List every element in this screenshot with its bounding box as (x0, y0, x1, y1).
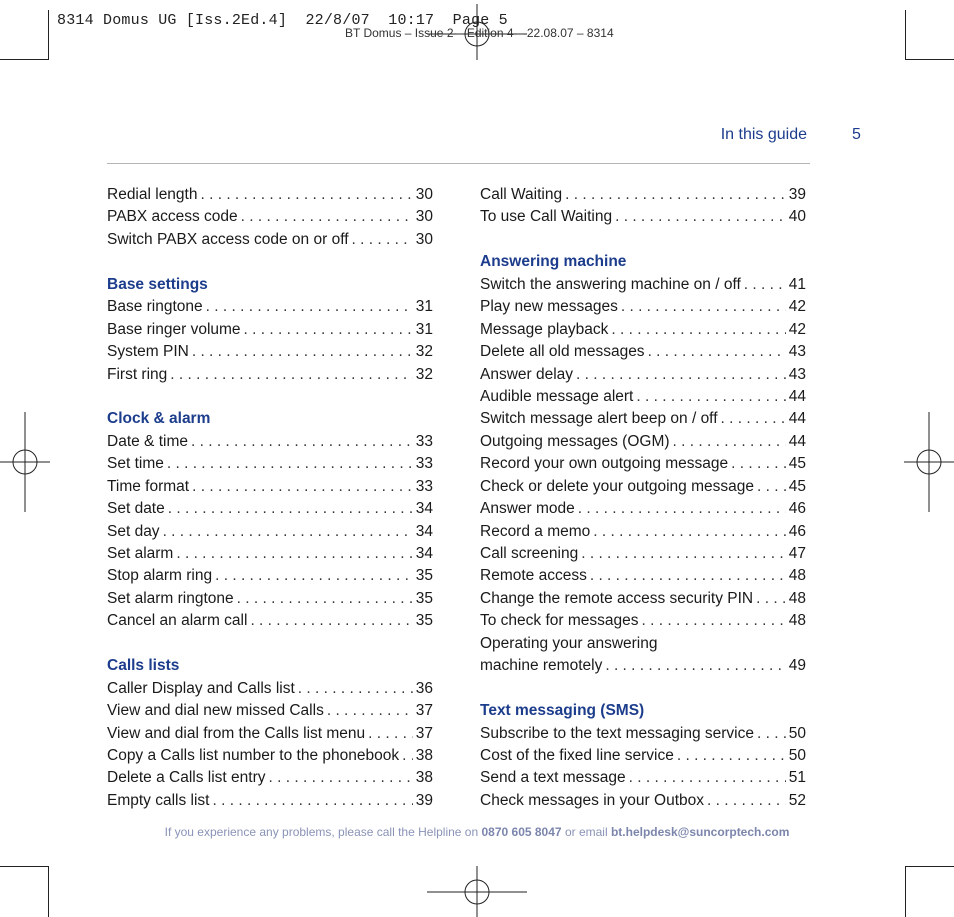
section-heading: Clock & alarm (107, 410, 211, 428)
dot-leader (731, 453, 786, 475)
toc-entry-page: 32 (415, 365, 433, 383)
toc-entry-label: Copy a Calls list number to the phonebook (107, 746, 400, 764)
dot-leader (402, 745, 413, 767)
toc-entry-label: Stop alarm ring (107, 567, 213, 585)
dot-leader (707, 790, 786, 812)
toc-entry-page: 45 (788, 455, 806, 473)
section-heading: Base settings (107, 275, 208, 293)
toc-entry-label: To use Call Waiting (480, 208, 613, 226)
toc-entry-label: Answer delay (480, 365, 574, 383)
toc-entry-page: 48 (788, 567, 806, 585)
toc-entry-label: Set time (107, 455, 164, 473)
toc-entry-label: Empty calls list (107, 791, 210, 809)
toc-entry[interactable] (480, 767, 806, 789)
dot-leader (237, 588, 413, 610)
dot-leader (565, 184, 786, 206)
helpline-phone[interactable]: 0870 605 8047 (481, 825, 562, 839)
toc-entry-label: Cancel an alarm call (107, 612, 248, 630)
toc-entry[interactable] (480, 790, 806, 812)
dot-leader (642, 610, 786, 632)
dot-leader (269, 767, 413, 789)
toc-entry-page: 43 (788, 365, 806, 383)
toc-entry[interactable] (107, 543, 433, 565)
dot-leader (757, 476, 786, 498)
crop-mark (48, 866, 49, 917)
toc-entry-label: Message playback (480, 320, 609, 338)
dot-leader (191, 431, 413, 453)
crop-mark (905, 866, 906, 917)
toc-entry-page: 44 (788, 387, 806, 405)
toc-entry[interactable] (107, 521, 433, 543)
dot-leader (163, 521, 413, 543)
dot-leader (250, 610, 412, 632)
toc-entry-label: Call screening (480, 545, 579, 562)
toc-entry[interactable] (107, 229, 433, 251)
toc-entry[interactable] (480, 565, 806, 587)
crop-mark (905, 866, 954, 867)
toc-entry-label: Check messages in your Outbox (480, 791, 704, 809)
toc-entry-label: Set day (107, 522, 160, 540)
toc-entry[interactable] (107, 767, 433, 789)
dot-leader (327, 700, 413, 722)
toc-entry[interactable] (107, 745, 433, 767)
dot-leader (213, 790, 413, 812)
toc-entry[interactable] (107, 610, 433, 632)
toc-entry-label: Audible message alert (480, 387, 634, 405)
toc-entry[interactable] (480, 206, 806, 228)
toc-entry-label: Switch message alert beep on / off (480, 410, 718, 428)
toc-entry-page: 43 (788, 343, 806, 361)
toc-entry-label: Record a memo (480, 522, 591, 540)
crop-mark (905, 10, 906, 59)
dot-leader (244, 319, 413, 341)
toc-entry-page: 37 (415, 702, 433, 720)
dot-leader (176, 543, 412, 565)
toc-entry-label: machine remotely (480, 657, 603, 675)
toc-entry-page: 35 (415, 567, 433, 585)
toc-entry-page: 48 (788, 612, 806, 630)
toc-entry[interactable] (107, 184, 433, 206)
print-slug: 8314 Domus UG [Iss.2Ed.4] 22/8/07 10:17 Page 5 (57, 12, 508, 29)
toc-entry-label: Send a text message (480, 769, 626, 787)
toc-entry[interactable] (107, 700, 433, 722)
toc-entry[interactable] (107, 588, 433, 610)
crop-mark (48, 10, 49, 59)
toc-entry[interactable] (480, 184, 806, 206)
toc-entry[interactable] (107, 476, 433, 498)
toc-entry-label: Date & time (107, 432, 188, 450)
dot-leader (756, 588, 786, 610)
toc-entry[interactable] (480, 386, 806, 408)
toc-entry-page: 52 (788, 791, 806, 809)
toc-entry-page: 32 (415, 343, 433, 361)
toc-entry-label: Change the remote access security PIN (480, 589, 754, 607)
dot-leader (615, 206, 786, 228)
toc-entry-page: 30 (415, 186, 433, 203)
toc-entry-page: 50 (788, 746, 806, 764)
toc-entry[interactable] (107, 431, 433, 453)
toc-entry[interactable] (480, 296, 806, 318)
toc-entry[interactable] (480, 364, 806, 386)
toc-entry[interactable] (480, 341, 806, 363)
toc-entry[interactable] (107, 364, 433, 386)
dot-leader (168, 498, 413, 520)
toc-entry-page: 44 (788, 410, 806, 428)
dot-leader (298, 678, 413, 700)
toc-entry[interactable] (480, 588, 806, 610)
toc-entry-page: 42 (788, 320, 806, 338)
toc-entry[interactable] (480, 453, 806, 475)
toc-entry-label: Switch the answering machine on / off (480, 275, 741, 293)
toc-entry[interactable] (480, 408, 806, 430)
toc-entry[interactable] (480, 274, 806, 296)
toc-entry-page: 38 (415, 769, 433, 787)
toc-entry-label: Set date (107, 500, 165, 518)
crop-mark (905, 59, 954, 60)
toc-entry[interactable] (480, 745, 806, 767)
toc-entry-page: 50 (788, 724, 806, 742)
dot-leader (215, 565, 413, 587)
dot-leader (352, 229, 413, 251)
toc-entry[interactable] (480, 521, 806, 543)
toc-entry[interactable] (107, 565, 433, 587)
toc-entry-label: Answer mode (480, 500, 575, 518)
dot-leader (578, 498, 786, 520)
toc-entry-page: 30 (415, 208, 433, 226)
dot-leader (744, 274, 786, 296)
toc-entry-label: Base ringtone (107, 298, 203, 316)
toc-entry-page: 41 (788, 275, 806, 293)
toc-entry[interactable] (107, 206, 433, 228)
helpline-footer (0, 825, 954, 839)
toc-entry-page: 31 (415, 320, 433, 338)
registration-mark-icon (427, 866, 527, 917)
toc-entry-page: 44 (788, 432, 806, 450)
registration-mark-icon (0, 412, 50, 512)
toc-entry-page: 42 (788, 298, 806, 316)
toc-entry-page: 35 (415, 612, 433, 630)
dot-leader (648, 341, 786, 363)
toc-entry-page: 37 (415, 724, 433, 742)
toc-entry-page: 31 (415, 298, 433, 316)
dot-leader (605, 655, 785, 677)
toc-entry-page: 40 (788, 208, 806, 226)
print-slug-overprint: BT Domus – Issue 2 – Edition 4 – 22.08.07 – 8314 (345, 26, 614, 40)
toc-entry[interactable] (480, 319, 806, 341)
toc-entry[interactable] (480, 431, 806, 453)
dot-leader (757, 723, 786, 745)
toc-entry-label: Cost of the fixed line service (480, 746, 674, 764)
dot-leader (576, 364, 786, 386)
toc-entry-label: Set alarm (107, 545, 174, 562)
toc-left-column (107, 184, 433, 812)
toc-entry-label: Outgoing messages (OGM) (480, 432, 670, 450)
dot-leader (611, 319, 785, 341)
toc-entry-page: 33 (415, 432, 433, 450)
dot-leader (636, 386, 785, 408)
toc-entry[interactable] (480, 543, 806, 565)
toc-entry-page: 36 (415, 679, 433, 697)
toc-entry-label: Delete all old messages (480, 343, 645, 361)
toc-entry-label: Play new messages (480, 298, 618, 316)
helpline-email-link[interactable]: bt.helpdesk@suncorptech.com (610, 825, 790, 839)
toc-entry-page: 34 (415, 545, 433, 562)
toc-entry-label: System PIN (107, 343, 189, 361)
toc-entry-label: Check or delete your outgoing message (480, 477, 754, 495)
toc-entry[interactable] (107, 341, 433, 363)
toc-entry-page: 38 (415, 746, 433, 764)
toc-entry-label: View and dial from the Calls list menu (107, 724, 366, 742)
toc-entry-page: 46 (788, 522, 806, 540)
dot-leader (167, 453, 413, 475)
toc-entry-label: Redial length (107, 186, 198, 203)
toc-entry-page: 47 (788, 545, 806, 562)
dot-leader (200, 184, 412, 206)
footer-middle: or email (564, 825, 608, 839)
toc-entry[interactable] (480, 610, 806, 632)
toc-entry-page: 49 (788, 657, 806, 675)
toc-entry[interactable] (107, 319, 433, 341)
toc-entry-page: 51 (788, 769, 806, 787)
toc-entry[interactable] (107, 678, 433, 700)
registration-mark-icon (904, 412, 954, 512)
running-header-title: In this guide (720, 126, 807, 143)
dot-leader (192, 341, 413, 363)
toc-entry-page: 39 (788, 186, 806, 203)
toc-entry-label: Switch PABX access code on or off (107, 230, 349, 248)
toc-entry-label: Base ringer volume (107, 320, 241, 338)
toc-entry-page: 46 (788, 500, 806, 518)
dot-leader (170, 364, 412, 386)
toc-entry-label: Call Waiting (480, 186, 563, 203)
toc-entry[interactable] (107, 498, 433, 520)
toc-entry-first-line[interactable]: Operating your answering (480, 634, 658, 652)
section-heading: Answering machine (480, 253, 627, 271)
toc-entry-page: 39 (415, 791, 433, 809)
dot-leader (590, 565, 786, 587)
header-rule (107, 163, 810, 164)
dot-leader (206, 296, 413, 318)
crop-mark (0, 59, 49, 60)
toc-entry[interactable] (107, 296, 433, 318)
toc-entry-label: Remote access (480, 567, 587, 585)
toc-entry[interactable] (107, 453, 433, 475)
dot-leader (192, 476, 413, 498)
dot-leader (581, 543, 786, 565)
toc-entry[interactable] (480, 476, 806, 498)
toc-entry-page: 34 (415, 500, 433, 518)
toc-entry-label: Set alarm ringtone (107, 589, 234, 607)
toc-entry-label: First ring (107, 365, 168, 383)
toc-entry-page: 33 (415, 455, 433, 473)
dot-leader (677, 745, 786, 767)
section-heading: Calls lists (107, 657, 180, 675)
crop-mark (0, 866, 49, 867)
dot-leader (629, 767, 786, 789)
toc-entry-page: 48 (788, 589, 806, 607)
toc-entry-page: 34 (415, 522, 433, 540)
dot-leader (621, 296, 786, 318)
toc-entry-page: 30 (415, 230, 433, 248)
dot-leader (673, 431, 786, 453)
dot-leader (593, 521, 785, 543)
toc-entry-page: 33 (415, 477, 433, 495)
toc-entry-label: Record your own outgoing message (480, 455, 729, 473)
toc-entry-label: To check for messages (480, 612, 639, 630)
page-number: 5 (852, 126, 861, 143)
toc-entry[interactable] (107, 723, 433, 745)
toc-entry-label: View and dial new missed Calls (107, 702, 324, 720)
toc-entry[interactable] (480, 723, 806, 745)
toc-entry-label: Subscribe to the text messaging service (480, 724, 754, 742)
dot-leader (721, 408, 786, 430)
toc-entry-label: Delete a Calls list entry (107, 769, 266, 787)
toc-entry-label: Time format (107, 477, 190, 495)
toc-entry[interactable] (480, 655, 806, 677)
toc-entry-label: Caller Display and Calls list (107, 679, 295, 697)
dot-leader (368, 723, 413, 745)
toc-entry[interactable] (107, 790, 433, 812)
dot-leader (241, 206, 413, 228)
section-heading: Text messaging (SMS) (480, 702, 645, 720)
footer-prefix: If you experience any problems, please call the Helpline on (164, 825, 479, 839)
toc-right-column (480, 184, 806, 812)
toc-entry-label: PABX access code (107, 208, 238, 226)
toc-entry-page: 35 (415, 589, 433, 607)
toc-entry-page: 45 (788, 477, 806, 495)
toc-entry[interactable] (480, 498, 806, 520)
